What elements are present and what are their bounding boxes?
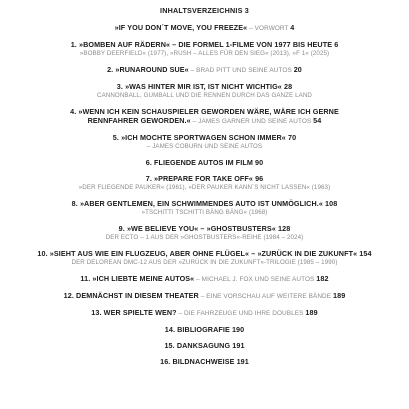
toc-entry-subtitle: CANNONBALL, GUMBALL UND DIE RENNEN DURCH DAS GANZE LAND [97, 92, 312, 99]
toc-entry-main: 9. »WE BELIEVE YOU« – »GHOSTBUSTERS« 128 [118, 224, 291, 233]
toc-entry-main: 10. »SIEHT AUS WIE EIN FLUGZEUG, ABER OHNE FLÜGEL« – »ZURÜCK IN DIE ZUKUNFT« 154 [37, 249, 372, 258]
toc-entry-12 [0, 291, 409, 301]
toc-entry-10 [0, 249, 409, 267]
toc-entry-subtitle: DER ECTO – 1 AUS DER »GHOSTBUSTERS«-REIHE (1984 – 2024) [105, 234, 304, 241]
toc-entry-main: 15. DANKSAGUNG 191 [164, 341, 245, 350]
toc-entry-main: 8. »ABER GENTLEMEN, EIN SCHWIMMENDES AUTO IST UNMÖGLICH.« 108 [71, 199, 338, 208]
toc-entry-page: 189 [333, 291, 346, 300]
toc-entry-2 [0, 65, 409, 75]
toc-entry-6 [0, 158, 409, 167]
toc-entry-subtitle: – VORWORT [247, 25, 291, 32]
toc-entry-subtitle: »BOBBY DEERFIELD« (1977), »RUSH – ALLES FÜR DEN SIEG« (2013), »F 1« (2025) [79, 50, 330, 57]
toc-entry-3 [0, 82, 409, 100]
toc-entry-subtitle: »DER FLIEGENDE PAUKER« (1961), »DER PAUKER KANN´S NICHT LASSEN« (1963) [78, 184, 331, 191]
toc-entry-subtitle: – JAMES GARNER UND SEINE AUTOS [190, 118, 314, 125]
toc-entry-4 [0, 107, 409, 126]
toc-entry-1 [0, 40, 409, 58]
toc-entry-subtitle: – JAMES COBURN UND SEINE AUTOS [146, 143, 263, 150]
toc-entry-subtitle: – DIE FAHRZEUGE UND IHRE DOUBLES [176, 310, 306, 317]
toc-entry-main: 2. »RUNAROUND SUE« – BRAD PITT UND SEINE AUTOS 20 [107, 65, 302, 74]
toc-entry-main: 4. »WENN ICH KEIN SCHAUSPIELER GEWORDEN WÄRE, WÄRE ICH GERNE [70, 107, 339, 116]
toc-title: INHALTSVERZEICHNIS 3 [160, 6, 249, 15]
toc-entry-main: 11. »ICH LIEBTE MEINE AUTOS« – MICHAEL J. FOX UND SEINE AUTOS 182 [80, 274, 329, 283]
toc-entry-main: »IF YOU DON´T MOVE, YOU FREEZE« – VORWORT 4 [114, 23, 295, 32]
toc-entry-13 [0, 308, 409, 318]
toc-entry-8 [0, 199, 409, 217]
toc-entry-page: 4 [290, 23, 295, 32]
toc-entry-subtitle: »TSCHITTI TSCHITTI BÄNG BÄNG« (1968) [141, 209, 268, 216]
toc-entry-subtitle: – EINE VORSCHAU AUF WEITERE BÄNDE [198, 293, 334, 300]
toc-entry-5 [0, 133, 409, 151]
toc-entry-15 [0, 341, 409, 350]
toc-entry-subtitle: DER DELOREAN DMC-12 AUS DER »ZURÜCK IN DIE ZUKUNFT«-TRILOGIE (1985 – 1990) [71, 259, 338, 266]
toc-entry-page: 20 [293, 65, 302, 74]
toc-entry-subtitle: – BRAD PITT UND SEINE AUTOS [188, 67, 294, 74]
toc-entry-main-line2: RENNFAHRER GEWORDEN.« – JAMES GARNER UND SEINE AUTOS 54 [87, 116, 322, 125]
toc-entry-subtitle: – MICHAEL J. FOX UND SEINE AUTOS [194, 276, 317, 283]
toc-entry-14 [0, 325, 409, 334]
toc-entry-16 [0, 357, 409, 366]
toc-entry-page: 54 [313, 116, 322, 125]
toc-entry-main: 5. »ICH MOCHTE SPORTWAGEN SCHON IMMER« 70 [112, 133, 297, 142]
toc-entry-page: 189 [305, 308, 318, 317]
toc-entry-main: 14. BIBLIOGRAFIE 190 [164, 325, 245, 334]
toc-entry-main: 13. WER SPIELTE WEN? – DIE FAHRZEUGE UND IHRE DOUBLES 189 [91, 308, 318, 317]
toc-entry-main: 12. DEMNÄCHST IN DIESEM THEATER – EINE VORSCHAU AUF WEITERE BÄNDE 189 [63, 291, 346, 300]
toc-entry-main: 6. FLIEGENDE AUTOS IM FILM 90 [145, 158, 264, 167]
toc-entry-main: 7. »PREPARE FOR TAKE OFF« 96 [145, 174, 264, 183]
toc-entry-7 [0, 174, 409, 192]
toc-entry-11 [0, 274, 409, 284]
toc-entry-9 [0, 224, 409, 242]
toc-entry-main: 3. »WAS HINTER MIR IST, IST NICHT WICHTIG« 28 [116, 82, 293, 91]
toc-entry-page: 182 [316, 274, 329, 283]
toc-entry-main: 1. »BOMBEN AUF RÄDERN« – DIE FORMEL 1-FILME VON 1977 BIS HEUTE 6 [70, 40, 339, 49]
toc-entry-foreword [0, 23, 409, 33]
toc-entry-main: 16. BILDNACHWEISE 191 [160, 357, 249, 366]
